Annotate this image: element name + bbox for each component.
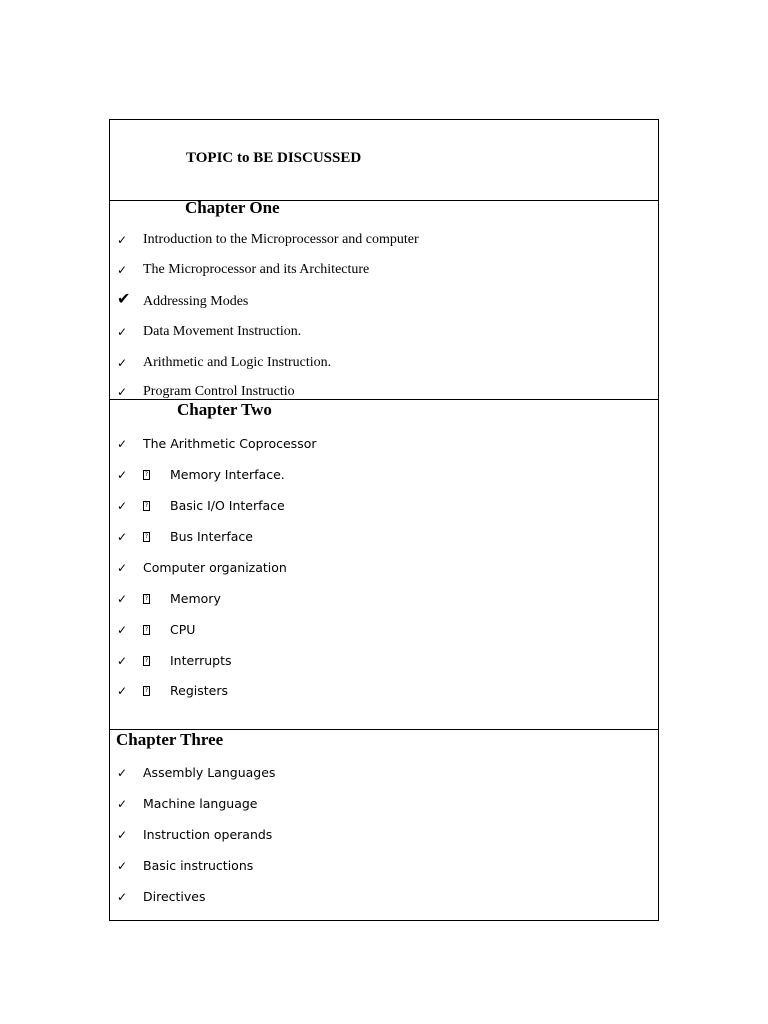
placeholder-box-icon: ? <box>144 502 149 509</box>
check-icon: ✓ <box>117 828 128 842</box>
check-icon: ✔ <box>117 289 131 308</box>
list-item-text: Addressing Modes <box>143 294 249 309</box>
list-item-text: Computer organization <box>143 560 287 575</box>
list-item-text: Memory Interface. <box>170 467 285 482</box>
placeholder-box-icon: ? <box>144 626 149 633</box>
list-item-text: Machine language <box>143 796 258 811</box>
list-item <box>110 466 658 486</box>
check-icon: ✓ <box>117 684 128 698</box>
placeholder-box-icon: ? <box>144 595 149 602</box>
list-item-text: Basic instructions <box>143 858 254 873</box>
check-icon: ✓ <box>117 592 128 606</box>
chapter-two-section <box>110 400 658 730</box>
list-item <box>110 323 658 343</box>
chapter-three-section <box>110 730 658 920</box>
topics-table <box>109 119 659 921</box>
list-item <box>110 764 658 784</box>
placeholder-box-icon: ? <box>144 687 149 694</box>
list-item-text: Directives <box>143 889 206 904</box>
list-item <box>110 682 658 702</box>
list-item-text: The Arithmetic Coprocessor <box>143 436 317 451</box>
check-icon: ✓ <box>117 766 128 780</box>
list-item-text: The Microprocessor and its Architecture <box>143 262 370 277</box>
check-icon: ✓ <box>117 263 128 277</box>
list-item <box>110 354 658 374</box>
list-item-text: CPU <box>170 622 196 637</box>
list-item-text: Basic I/O Interface <box>170 498 285 513</box>
list-item-text: Introduction to the Microprocessor and computer <box>143 232 419 247</box>
list-item <box>110 652 658 672</box>
list-item <box>110 231 658 251</box>
check-icon: ✓ <box>117 499 128 513</box>
list-item <box>110 826 658 846</box>
list-item <box>110 559 658 579</box>
list-item <box>110 383 658 399</box>
list-item <box>110 497 658 517</box>
list-item <box>110 289 658 313</box>
check-icon: ✓ <box>117 325 128 339</box>
check-icon: ✓ <box>117 654 128 668</box>
check-icon: ✓ <box>117 356 128 370</box>
list-item <box>110 590 658 610</box>
check-icon: ✓ <box>117 468 128 482</box>
list-item-text: Registers <box>170 683 228 698</box>
header-section <box>110 120 658 201</box>
check-icon: ✓ <box>117 561 128 575</box>
list-item-text: Assembly Languages <box>143 765 276 780</box>
list-item-text: Bus Interface <box>170 529 253 544</box>
list-item <box>110 888 658 908</box>
chapter-one-section <box>110 198 658 400</box>
chapter-three-title: Chapter Three <box>116 730 224 749</box>
check-icon: ✓ <box>117 797 128 811</box>
list-item-text: Memory <box>170 591 221 606</box>
page-title: TOPIC to BE DISCUSSED <box>186 150 362 166</box>
placeholder-box-icon: ? <box>144 657 149 664</box>
check-icon: ✓ <box>117 385 128 399</box>
placeholder-box-icon: ? <box>144 471 149 478</box>
chapter-two-title: Chapter Two <box>177 400 272 419</box>
list-item <box>110 261 658 281</box>
list-item-text: Arithmetic and Logic Instruction. <box>143 355 332 370</box>
list-item <box>110 528 658 548</box>
list-item <box>110 795 658 815</box>
list-item <box>110 435 658 455</box>
check-icon: ✓ <box>117 530 128 544</box>
list-item-text: Instruction operands <box>143 827 273 842</box>
check-icon: ✓ <box>117 859 128 873</box>
check-icon: ✓ <box>117 623 128 637</box>
list-item <box>110 857 658 877</box>
list-item-text: Interrupts <box>170 653 232 668</box>
list-item-text: Program Control Instructio <box>143 384 295 399</box>
placeholder-box-icon: ? <box>144 533 149 540</box>
chapter-one-title: Chapter One <box>185 198 280 217</box>
check-icon: ✓ <box>117 890 128 904</box>
check-icon: ✓ <box>117 437 128 451</box>
list-item-text: Data Movement Instruction. <box>143 324 302 339</box>
list-item <box>110 621 658 641</box>
check-icon: ✓ <box>117 233 128 247</box>
